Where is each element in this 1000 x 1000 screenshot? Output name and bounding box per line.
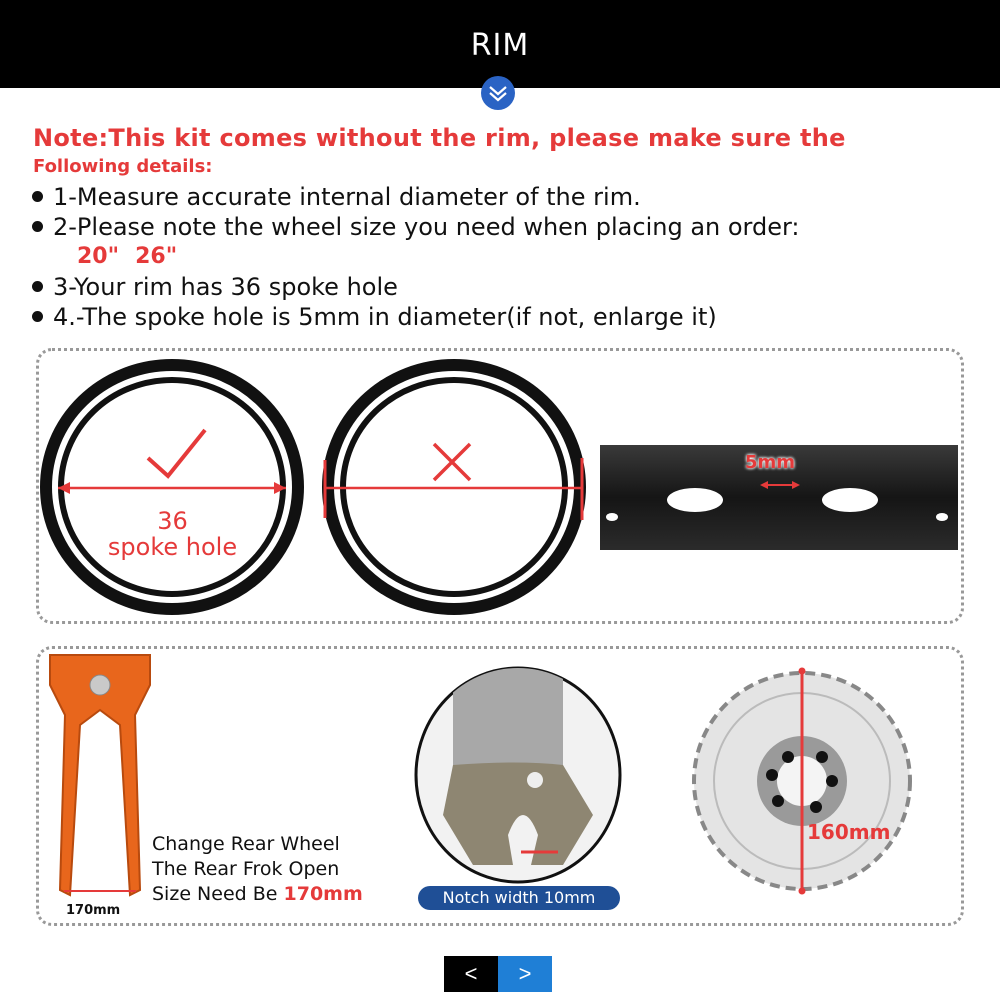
- list-item: 2-Please note the wheel size you need when placing an order:: [32, 213, 800, 241]
- bullet-dot-icon: [32, 311, 43, 322]
- list-item: 1-Measure accurate internal diameter of the rim.: [32, 183, 641, 211]
- list-item: 4.-The spoke hole is 5mm in diameter(if not, enlarge it): [32, 303, 717, 331]
- list-item: 3-Your rim has 36 spoke hole: [32, 273, 398, 301]
- prev-button[interactable]: <: [444, 956, 498, 992]
- next-button[interactable]: >: [498, 956, 552, 992]
- page-title: RIM: [470, 28, 530, 63]
- fork-width-label: 170mm: [66, 903, 121, 918]
- note-heading: Note:This kit comes without the rim, please make sure the: [33, 124, 846, 152]
- chevron-down-icon: [480, 75, 516, 111]
- bullet-dot-icon: [32, 281, 43, 292]
- wheel-size-20: 20": [77, 244, 120, 269]
- bullet-dot-icon: [32, 221, 43, 232]
- fork-caption: Change Rear Wheel The Rear Frok Open Size Need Be 170mm: [152, 833, 363, 905]
- hole-size-label: 5mm: [745, 452, 796, 473]
- brake-disc-image: [690, 665, 915, 897]
- wheel-sizes: [77, 244, 193, 269]
- dropout-notch-image: [413, 665, 623, 885]
- disc-size-label: 160mm: [807, 820, 891, 844]
- rim-wrong-image: [322, 360, 587, 615]
- spoke-count-label: 36 spoke hole: [107, 507, 238, 561]
- rim-correct-image: [40, 360, 305, 615]
- bullet-dot-icon: [32, 191, 43, 202]
- notch-width-badge: Notch width 10mm: [418, 886, 620, 910]
- rear-fork-image: [40, 655, 160, 905]
- note-subheading: Following details:: [33, 156, 213, 177]
- wheel-size-26: 26": [135, 244, 178, 269]
